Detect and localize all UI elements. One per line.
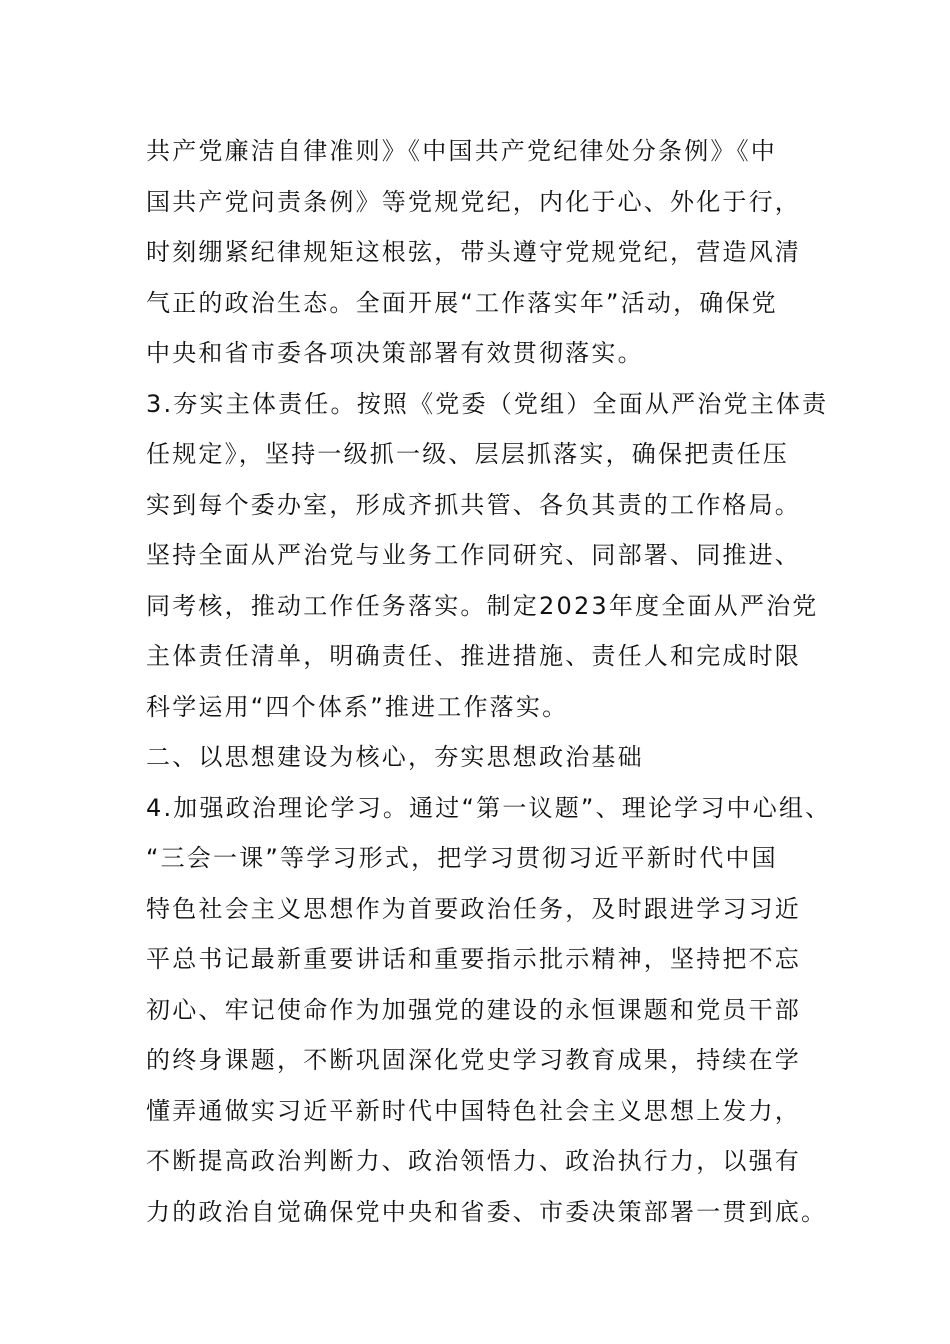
- text-line: 气正的政治生态。全面开展“工作落实年”活动，确保党: [146, 288, 778, 317]
- text-line: “三会一课”等学习形式，把学习贯彻习近平新时代中国: [146, 844, 778, 872]
- text-line: 主体责任清单，明确责任、推进措施、责任人和完成时限: [146, 642, 801, 670]
- text-line: 同考核，推动工作任务落实。制定2023年度全面从严治党: [146, 591, 819, 620]
- section-heading: 二、以思想建设为核心，夯实思想政治基础: [146, 743, 644, 771]
- text-line: 特色社会主义思想作为首要政治任务，及时跟进学习习近: [146, 894, 801, 923]
- text-line: 3.夯实主体责任。按照《党委（党组）全面从严治党主体责: [146, 389, 829, 418]
- text-line: 坚持全面从严治党与业务工作同研究、同部署、同推进、: [146, 541, 801, 569]
- text-line: 平总书记最新重要讲话和重要指示批示精神，坚持把不忘: [146, 945, 801, 973]
- text-line: 的终身课题，不断巩固深化党史学习教育成果，持续在学: [146, 1046, 801, 1074]
- text-line: 时刻绷紧纪律规矩这根弦，带头遵守党规党纪，营造风清: [146, 238, 801, 266]
- text-line: 懂弄通做实习近平新时代中国特色社会主义思想上发力，: [146, 1096, 801, 1125]
- text-line: 力的政治自觉确保党中央和省委、市委决策部署一贯到底。: [146, 1197, 828, 1226]
- text-line: 4.加强政治理论学习。通过“第一议题”、理论学习中心组、: [146, 793, 832, 822]
- text-line: 共产党廉洁自律准则》《中国共产党纪律处分条例》《中: [146, 137, 777, 165]
- text-line: 实到每个委办室，形成齐抓共管、各负其责的工作格局。: [146, 490, 801, 519]
- body-text: [146, 126, 846, 1237]
- text-line: 国共产党问责条例》等党规党纪，内化于心、外化于行，: [146, 187, 801, 216]
- text-line: 任规定》，坚持一级抓一级、层层抓落实，确保把责任压: [146, 440, 789, 468]
- text-line: 初心、牢记使命作为加强党的建设的永恒课题和党员干部: [146, 995, 801, 1024]
- text-line: 不断提高政治判断力、政治领悟力、政治执行力，以强有: [146, 1147, 801, 1175]
- text-line: 中央和省市委各项决策部署有效贯彻落实。: [146, 339, 644, 367]
- text-line: 科学运用“四个体系”推进工作落实。: [146, 692, 569, 721]
